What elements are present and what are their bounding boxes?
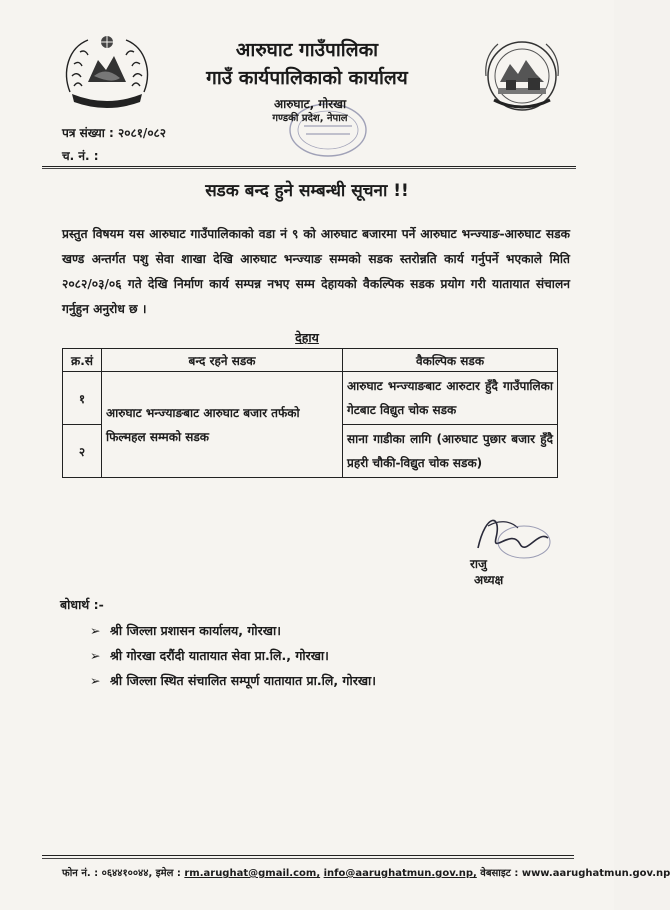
dispatch-number: च. नं. : [62,149,99,163]
list-item [90,620,376,645]
arrow-bullet-icon: ➢ [90,648,101,663]
footer-divider-thin [42,858,574,859]
cc-recipient: श्री जिल्ला प्रशासन कार्यालय, गोरखा। [110,623,281,638]
footer-email-2[interactable]: info@aarughatmun.gov.np, [323,868,477,879]
header-divider [42,166,576,167]
header-closed-road: बन्द रहने सडक [102,349,343,372]
office-name: आरुघाट गाउँपालिका [235,39,379,61]
notice-body: प्रस्तुत विषयम यस आरुघाट गाउँपालिकाको वडा नं ९ को आरुघाट बजारमा पर्ने आरुघाट भन्ज्याङ-आरुघाट सडक खण्ड अन्तर्गत पशु सेवा शाखा देखि आरुघाट भन्ज्याङ सम्मको सडक स्तरोन्नति कार्य गर्नुपर्ने भएकाले मिति २०८२/०३/०६ गते देखि निर्माण कार्य सम्पन्न नभए सम्म देहायको वैकल्पिक सडक प्रयोग गरी यातायात संचालन गर्नुहुन अनुरोध छ । [62,227,570,316]
cc-list [90,620,376,695]
signatory-title: अध्यक्ष [474,573,504,587]
alternative-road-cell: आरुघाट भन्ज्याङबाट आरुटार हुँदै गाउँपालिका गेटबाट विद्युत चोक सडक [343,372,558,425]
arrow-bullet-icon: ➢ [90,623,101,638]
footer-divider [42,855,574,856]
list-item [90,645,376,670]
table-header-row [63,349,558,372]
cc-label: बोधार्थ :- [60,597,104,612]
serial-cell: २ [63,425,102,478]
footer-website[interactable]: www.aarughatmun.gov.np [521,868,670,879]
alternative-road-cell: साना गाडीका लागि (आरुघाट पुछार बजार हुँदै प्रहरी चौकी-विद्युत चोक सडक) [343,425,558,478]
office-province: गण्डकी प्रदेश, नेपाल [272,113,348,124]
serial-cell: १ [63,372,102,425]
signature-stamp-icon [468,508,556,574]
list-item [90,670,376,695]
header-serial: क्र.सं [63,349,102,372]
cc-recipient: श्री जिल्ला स्थित संचालित सम्पूर्ण यातायात प्रा.लि, गोरखा। [110,673,377,688]
header-divider-thin [42,168,576,169]
closed-road-cell: आरुघाट भन्ज्याङबाट आरुघाट बजार तर्फको फिल्महल सम्मको सडक [102,372,343,478]
schedule-label: देहाय [295,330,319,345]
road-closure-table [62,348,558,478]
notice-title: सडक बन्द हुने सम्बन्धी सूचना !! [205,181,409,201]
office-address: आरुघाट, गोरखा [273,97,347,111]
table-row [63,372,558,425]
footer-contact [62,865,670,879]
footer-phone: फोन नं. : ०६४४१००४४, इमेल : [62,868,181,879]
footer-website-label: वेबसाइट : [480,868,519,879]
signature-name: राजु [470,557,487,571]
arrow-bullet-icon: ➢ [90,673,101,688]
cc-recipient: श्री गोरखा दरौंदी यातायात सेवा प्रा.लि., गोरखा। [110,648,329,663]
letter-number: पत्र संख्या : २०८१/०८२ [62,126,167,140]
office-subtitle: गाउँ कार्यपालिकाको कार्यालय [206,67,408,89]
header-alternative-road: वैकल्पिक सडक [343,349,558,372]
footer-email-1[interactable]: rm.arughat@gmail.com, [184,868,321,879]
